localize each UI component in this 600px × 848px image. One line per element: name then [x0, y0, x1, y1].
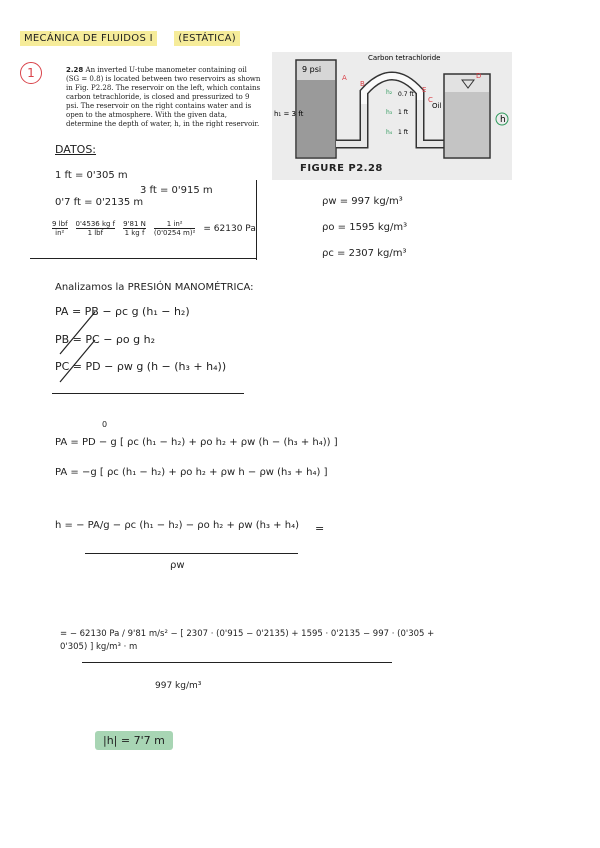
h1-label: h₁ = 3 ft — [274, 110, 304, 118]
h-expression-equals: = — [315, 522, 325, 535]
conv-numerator-4: 1 in² — [154, 220, 196, 229]
equation-simplified: PA = −g [ ρc (h₁ − h₂) + ρo h₂ + ρw h − ρw (h₃ + h₄) ] — [55, 467, 328, 478]
carbon-tetrachloride-fluid — [297, 80, 335, 157]
h4-label: h₄ — [386, 129, 393, 136]
numeric-fraction-bar — [82, 662, 392, 663]
water-fluid — [445, 92, 489, 157]
datos-ft-to-m: 1 ft = 0'305 m — [55, 170, 128, 181]
equation-pc: PC = PD − ρw g (h − (h₃ + h₄)) — [55, 360, 227, 373]
point-c: C — [428, 96, 433, 104]
conv-denominator-2: 1 lbf — [87, 229, 104, 237]
point-d: D — [476, 72, 482, 80]
equation-combined: PA = PD − g [ ρc (h₁ − h₂) + ρo h₂ + ρw (h − (h₃ + h₄)) ] — [55, 437, 338, 448]
density-water: ρw = 997 kg/m³ — [322, 196, 403, 207]
conv-result: = 62130 Pa — [203, 223, 256, 234]
conv-numerator-3: 9'81 N — [123, 220, 146, 228]
figure-p2-28 — [272, 52, 512, 180]
problem-statement — [66, 66, 262, 129]
h-label: h — [500, 115, 506, 125]
strike-line-2 — [60, 312, 95, 354]
datos-divider — [256, 180, 257, 260]
header — [20, 33, 240, 44]
point-a: A — [342, 74, 347, 82]
h-expression-denominator: ρw — [170, 560, 185, 571]
problem-text: An inverted U-tube manometer containing oil (SG = 0.8) is located between two reservoirs as shown in Fig. P2.28. The reservoir on the left, which contains carbon tetrachloride, is closed and pressurized to 9 psi. The reservoir on the right contains water and is open to the atmosphere. With the given data, determine the depth of water, h, in the right reservoir. — [66, 66, 261, 128]
datos-3ft: 3 ft = 0'915 m — [140, 185, 213, 196]
manometer-diagram — [272, 52, 512, 180]
pd-zero-note: 0 — [102, 420, 108, 429]
conv-denominator-1: in² — [55, 229, 65, 237]
conv-denominator-4: (0'0254 m)² — [153, 229, 196, 237]
numeric-substitution: = − 62130 Pa / 9'81 m/s² − [ 2307 · (0'915 − 0'2135) + 1595 · 0'2135 − 997 · (0'305 + 0'305) ] kg/m³ · m — [60, 629, 435, 652]
h2-label: h₂ — [386, 89, 393, 96]
dim-1ft-b: 1 ft — [398, 129, 409, 136]
conv-denominator-3: 1 kg f — [124, 229, 145, 237]
course-subtitle: (ESTÁTICA) — [174, 31, 240, 46]
conv-numerator-2: 0'4536 kg f — [75, 220, 116, 228]
dim-1ft-a: 1 ft — [398, 109, 409, 116]
problem-number-circle: 1 — [20, 62, 42, 84]
oil-label: Oil — [432, 102, 442, 110]
figure-caption: FIGURE P2.28 — [300, 163, 383, 174]
density-oil: ρo = 1595 kg/m³ — [322, 222, 408, 233]
ct-label: Carbon tetrachloride — [368, 54, 441, 62]
conv-numerator-1: 9 lbf — [52, 220, 68, 228]
datos-0-7ft: 0'7 ft = 0'2135 m — [55, 197, 144, 208]
pressure-conversion — [52, 220, 256, 237]
problem-number: 2.28 — [66, 66, 84, 74]
point-b: B — [360, 80, 365, 88]
course-title: MECÁNICA DE FLUIDOS I — [20, 31, 157, 46]
h-expression-numerator: h = − PA/g − ρc (h₁ − h₂) − ρo h₂ + ρw (h₃ + h₄) — [55, 520, 299, 531]
strike-line-1 — [60, 340, 95, 382]
h3-label: h₃ — [386, 109, 393, 116]
density-ct: ρc = 2307 kg/m³ — [322, 248, 407, 259]
analysis-title: Analizamos la PRESIÓN MANOMÉTRICA: — [55, 282, 254, 293]
point-e: E — [422, 86, 427, 94]
separator-line — [52, 393, 244, 394]
h-fraction-bar — [85, 553, 298, 554]
result-box: |h| = 7'7 m — [95, 731, 173, 750]
pressure-label: 9 psi — [302, 65, 322, 74]
equation-pa: PA = PB − ρc g (h₁ − h₂) — [55, 305, 190, 318]
datos-underline — [30, 258, 256, 259]
equation-pb: PB = PC − ρo g h₂ — [55, 333, 155, 346]
datos-title: DATOS: — [55, 143, 97, 156]
numeric-denominator: 997 kg/m³ — [155, 681, 202, 691]
strike-lines — [50, 300, 160, 390]
dim-0-7ft: 0.7 ft — [398, 91, 414, 98]
